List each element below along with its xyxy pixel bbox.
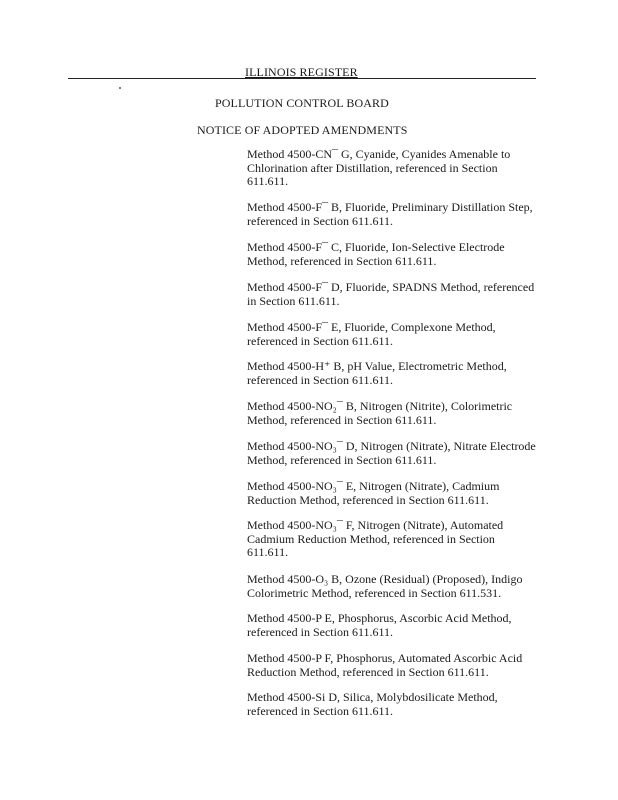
- notice-heading: NOTICE OF ADOPTED AMENDMENTS: [197, 123, 408, 137]
- method-entry: Method 4500-F¯ D, Fluoride, SPADNS Method, referenced in Section 611.611.: [247, 280, 535, 308]
- board-name: POLLUTION CONTROL BOARD: [215, 96, 389, 110]
- method-entry: Method 4500-NO₂¯ B, Nitrogen (Nitrite), Colorimetric Method, referenced in Section 611.611.: [247, 399, 513, 427]
- method-entry: Method 4500-NO₃¯ E, Nitrogen (Nitrate), Cadmium Reduction Method, referenced in Section 611.611.: [247, 479, 500, 507]
- method-entry: Method 4500-F¯ B, Fluoride, Preliminary Distillation Step, referenced in Section 611.611.: [247, 200, 533, 228]
- register-title: ILLINOIS REGISTER: [245, 65, 358, 79]
- method-entry: Method 4500-H⁺ B, pH Value, Electrometric Method, referenced in Section 611.611.: [247, 359, 507, 387]
- method-entry: Method 4500-NO₃¯ D, Nitrogen (Nitrate), Nitrate Electrode Method, referenced in Section 611.611.: [247, 439, 536, 467]
- method-entry: Method 4500-P F, Phosphorus, Automated Ascorbic Acid Reduction Method, referenced in Section 611.611.: [247, 651, 523, 679]
- header-rule: [68, 78, 536, 79]
- method-entry: Method 4500-O₃ B, Ozone (Residual) (Proposed), Indigo Colorimetric Method, referenced in Section 611.531.: [247, 572, 523, 600]
- method-entry: Method 4500-Si D, Silica, Molybdosilicate Method, referenced in Section 611.611.: [247, 690, 498, 718]
- method-entry: Method 4500-F¯ C, Fluoride, Ion-Selective Electrode Method, referenced in Section 611.611.: [247, 240, 505, 268]
- method-entry: Method 4500-F¯ E, Fluoride, Complexone Method, referenced in Section 611.611.: [247, 320, 496, 348]
- scan-speck: [119, 87, 121, 89]
- method-entry: Method 4500-P E, Phosphorus, Ascorbic Acid Method, referenced in Section 611.611.: [247, 611, 512, 639]
- method-entry: Method 4500-CN¯ G, Cyanide, Cyanides Amenable to Chlorination after Distillation, referenced in Section 611.611.: [247, 147, 511, 188]
- method-entry: Method 4500-NO₃¯ F, Nitrogen (Nitrate), Automated Cadmium Reduction Method, referenced in Section 611.611.: [247, 518, 504, 559]
